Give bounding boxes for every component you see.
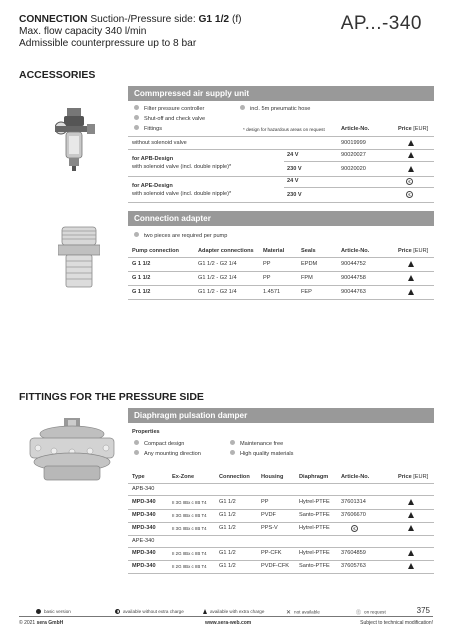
bullet-icon	[134, 125, 139, 130]
bullet-icon	[134, 450, 139, 455]
apb-design-desc: with solenoid valve (incl. double nipple)*	[132, 164, 232, 170]
product-code: AP...-340	[340, 13, 422, 34]
legend-on-request: Ⓔ on request	[356, 609, 386, 616]
ape-230v: 230 V	[287, 192, 302, 198]
divider	[128, 535, 434, 536]
col-price: Price [EUR]	[398, 248, 429, 254]
divider	[128, 149, 434, 150]
col-price: Price [EUR]	[398, 126, 429, 132]
divider	[284, 187, 434, 188]
available-extra-charge-icon	[408, 550, 414, 556]
col-article: Article-No.	[341, 126, 370, 132]
bullet-icon	[240, 105, 245, 110]
bullet-icon	[134, 105, 139, 110]
available-extra-charge-icon	[408, 525, 414, 531]
divider	[128, 573, 434, 574]
table-row: G 1 1/2 G1 1/2 - G2 1/4 PP EPDM 90044752	[0, 261, 452, 272]
table-row: G 1 1/2 G1 1/2 - G2 1/4 PP FPM 90044758	[0, 275, 452, 286]
divider	[128, 176, 434, 177]
col-adapter-connections: Adapter connections	[198, 248, 254, 254]
divider	[128, 202, 434, 203]
accessories-heading: ACCESSORIES	[19, 69, 96, 81]
col-diaphragm: Diaphragm	[299, 474, 329, 480]
table-row: G 1 1/2 G1 1/2 - G2 1/4 1.4571 FEP 90044763	[0, 289, 452, 300]
ape-24v: 24 V	[287, 178, 299, 184]
half-circle-icon	[115, 609, 120, 614]
fittings-heading: FITTINGS FOR THE PRESSURE SIDE	[19, 391, 204, 403]
connection-value: G1 1/2	[198, 14, 230, 25]
article-90020027: 90020027	[341, 152, 366, 158]
table-row: MPD-340 II 2G IIBx c IIB T4 G1 1/2 PVDF-CFK Santo-PTFE 37605763	[0, 563, 452, 574]
adapter-bar: Connection adapter	[128, 211, 434, 226]
table-row: MPD-340 II 2G IIBx c IIB T4 G1 1/2 PP-CFK Hytrel-PTFE 37604859	[0, 550, 452, 561]
pulsation-damper-image	[24, 418, 120, 484]
bullet-icon	[134, 440, 139, 445]
available-extra-charge-icon	[408, 166, 414, 172]
cross-icon: ✕	[286, 610, 292, 616]
adapter-note: two pieces are required per pump	[134, 233, 227, 239]
connection-text: Suction-/Pressure side:	[90, 14, 196, 25]
group-apb-340: APB-340	[132, 486, 155, 492]
divider	[128, 495, 434, 496]
prop-maintenance: Maintenance free	[230, 441, 283, 447]
on-request-icon: €	[351, 525, 358, 532]
header-connection-line	[19, 14, 242, 26]
divider	[128, 257, 434, 258]
air-unit-bar: Commpressed air supply unit	[128, 86, 434, 101]
divider	[128, 522, 434, 523]
bullet-icon	[230, 440, 235, 445]
divider	[128, 560, 434, 561]
available-extra-charge-icon	[408, 152, 414, 158]
feature-valve: Shut-off and check valve	[134, 116, 205, 122]
available-extra-charge-icon	[408, 289, 414, 295]
table-row: MPD-340 II 3G IIBx c IIB T4 G1 1/2 PVDF Santo-PTFE 37606670	[0, 512, 452, 523]
row-without-valve: without solenoid valve	[132, 140, 187, 146]
col-seals: Seals	[301, 248, 316, 254]
apb-design: for APB-Design	[132, 156, 174, 162]
col-article: Article-No.	[341, 474, 370, 480]
col-price: Price [EUR]	[398, 474, 429, 480]
available-extra-charge-icon	[408, 140, 414, 146]
footer-divider	[19, 616, 433, 617]
triangle-icon	[203, 609, 207, 614]
website-link[interactable]: www.sera-web.com	[205, 620, 252, 626]
bullet-icon	[134, 115, 139, 120]
legend-without-charge: available without extra charge	[115, 609, 184, 614]
divider	[128, 136, 434, 137]
group-ape-340: APE-340	[132, 538, 155, 544]
available-extra-charge-icon	[408, 563, 414, 569]
divider	[128, 285, 434, 286]
prop-materials: High quality materials	[230, 451, 293, 457]
available-extra-charge-icon	[408, 499, 414, 505]
copyright: © 2021 sera GmbH	[19, 620, 64, 626]
disclaimer: Subject to technical modification!	[360, 620, 433, 626]
on-request-icon: €	[406, 191, 413, 198]
table-row: MPD-340 II 3G IIBx c IIB T4 G1 1/2 PP Hytrel-PTFE 37601314	[0, 499, 452, 510]
bullet-icon	[134, 232, 139, 237]
euro-circle-icon: Ⓔ	[356, 610, 362, 616]
divider	[128, 299, 434, 300]
divider	[284, 161, 434, 162]
ape-design-desc: with solenoid valve (incl. double nipple)*	[132, 191, 232, 197]
divider	[128, 509, 434, 510]
col-article: Article-No.	[341, 248, 370, 254]
damper-bar: Diaphragm pulsation damper	[128, 408, 434, 423]
col-ex-zone: Ex-Zone	[172, 474, 195, 480]
divider	[128, 547, 434, 548]
on-request-icon: €	[406, 178, 413, 185]
air-supply-unit-image	[55, 106, 95, 172]
legend-basic: basic version	[36, 609, 71, 614]
available-extra-charge-icon	[408, 512, 414, 518]
col-pump-connection: Pump connection	[132, 248, 179, 254]
col-connection: Connection	[219, 474, 250, 480]
properties-label: Properties	[132, 429, 160, 435]
col-type: Type	[132, 474, 145, 480]
filled-circle-icon	[36, 609, 41, 614]
connection-label: CONNECTION	[19, 14, 88, 25]
apb-24v: 24 V	[287, 152, 299, 158]
legend-with-charge: available with extra charge	[203, 609, 264, 614]
col-material: Material	[263, 248, 285, 254]
ape-design: for APE-Design	[132, 183, 173, 189]
divider	[128, 483, 434, 484]
article-90020020: 90020020	[341, 166, 366, 172]
footnote: * design for hazardous areas on request	[243, 127, 325, 132]
divider	[128, 271, 434, 272]
prop-compact: Compact design	[134, 441, 184, 447]
feature-filter: Filter pressure controller	[134, 106, 204, 112]
available-extra-charge-icon	[408, 275, 414, 281]
feature-hose: incl. 5m pneumatic hose	[240, 106, 310, 112]
article-90019999: 90019999	[341, 140, 366, 146]
flow-capacity: Max. flow capacity 340 l/min	[19, 26, 147, 37]
table-row: MPD-340 II 3G IIBx c IIB T4 G1 1/2 PPS-V Hytrel-PTFE €	[0, 525, 452, 536]
available-extra-charge-icon	[408, 261, 414, 267]
feature-fittings: Fittings	[134, 126, 162, 132]
apb-230v: 230 V	[287, 166, 302, 172]
prop-mounting: Any mounting direction	[134, 451, 201, 457]
page-number: 375	[416, 606, 430, 615]
counterpressure: Admissible counterpressure up to 8 bar	[19, 38, 197, 49]
col-housing: Housing	[261, 474, 284, 480]
bullet-icon	[230, 450, 235, 455]
legend-not-available: ✕ not available	[286, 609, 320, 616]
connection-suffix: (f)	[231, 14, 242, 25]
